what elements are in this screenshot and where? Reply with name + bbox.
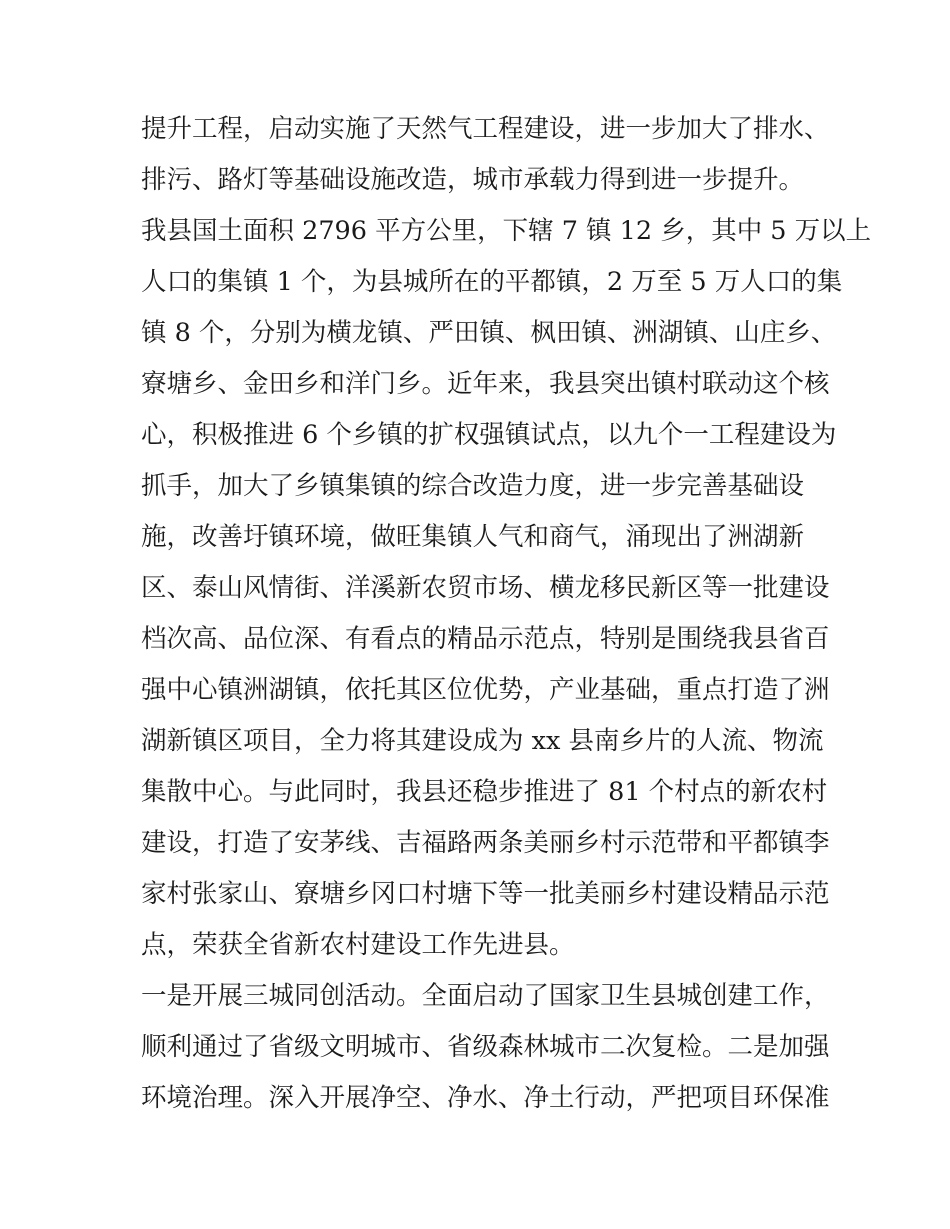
text-line-16: 家村张家山、寮塘乡冈口村塘下等一批美丽乡村建设精品示范 (141, 879, 830, 909)
text-line-8: 抓手，加大了乡镇集镇的综合改造力度，进一步完善基础设 (141, 471, 805, 501)
text-line-20: 环境治理。深入开展净空、净水、净土行动，严把项目环保准 (141, 1083, 830, 1113)
text-line-6: 寮塘乡、金田乡和洋门乡。近年来，我县突出镇村联动这个核 (141, 369, 830, 399)
text-line-3: 我县国土面积 2796 平方公里，下辖 7 镇 12 乡，其中 5 万以上 (141, 216, 872, 246)
text-line-5: 镇 8 个，分别为横龙镇、严田镇、枫田镇、洲湖镇、山庄乡、 (141, 318, 837, 348)
text-line-13: 湖新镇区项目，全力将其建设成为 xx 县南乡片的人流、物流 (141, 726, 824, 756)
text-line-9: 施，改善圩镇环境，做旺集镇人气和商气，涌现出了洲湖新 (141, 522, 805, 552)
text-line-17: 点，荣获全省新农村建设工作先进县。 (141, 930, 575, 960)
text-line-10: 区、泰山风情街、洋溪新农贸市场、横龙移民新区等一批建设 (141, 573, 830, 603)
text-line-11: 档次高、品位深、有看点的精品示范点，特别是围绕我县省百 (141, 624, 830, 654)
text-line-2: 排污、路灯等基础设施改造，城市承载力得到进一步提升。 (141, 165, 805, 195)
text-line-14: 集散中心。与此同时，我县还稳步推进了 81 个村点的新农村 (141, 777, 828, 807)
body-text (141, 104, 872, 1124)
text-line-18: 一是开展三城同创活动。全面启动了国家卫生县城创建工作， (141, 981, 830, 1011)
text-line-12: 强中心镇洲湖镇，依托其区位优势，产业基础，重点打造了洲 (141, 675, 830, 705)
text-line-19: 顺利通过了省级文明城市、省级森林城市二次复检。二是加强 (141, 1032, 830, 1062)
text-line-15: 建设，打造了安茅线、吉福路两条美丽乡村示范带和平都镇李 (141, 828, 830, 858)
text-line-1: 提升工程，启动实施了天然气工程建设，进一步加大了排水、 (141, 114, 830, 144)
text-line-4: 人口的集镇 1 个，为县城所在的平都镇，2 万至 5 万人口的集 (141, 267, 843, 297)
text-line-7: 心，积极推进 6 个乡镇的扩权强镇试点，以九个一工程建设为 (141, 420, 837, 450)
